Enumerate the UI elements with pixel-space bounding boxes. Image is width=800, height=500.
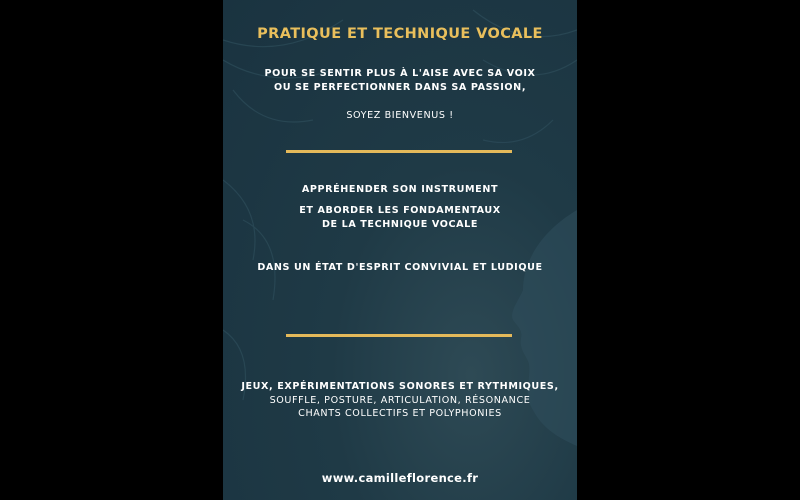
welcome-text: SOYEZ BIENVENUS ! xyxy=(346,110,454,121)
spirit-text: DANS UN ÉTAT D'ESPRIT CONVIVIAL ET LUDIQUE xyxy=(257,262,543,273)
middle-line-1: APPRÉHENDER SON INSTRUMENT xyxy=(301,184,499,195)
activities-line-2: SOUFFLE, POSTURE, ARTICULATION, RÉSONANCE xyxy=(269,395,531,406)
gold-divider-bottom xyxy=(286,334,512,337)
middle-line-2: ET ABORDER LES FONDAMENTAUX xyxy=(299,205,501,216)
activities-line-3: CHANTS COLLECTIFS ET POLYPHONIES xyxy=(298,408,502,419)
website-link[interactable]: www.camilleflorence.fr xyxy=(321,471,479,485)
intro-line-2: OU SE PERFECTIONNER DANS SA PASSION, xyxy=(273,82,527,93)
gold-divider-top xyxy=(286,150,512,153)
poster-title: PRATIQUE ET TECHNIQUE VOCALE xyxy=(257,26,543,42)
intro-line-1: POUR SE SENTIR PLUS À L'AISE AVEC SA VOIX xyxy=(264,68,536,79)
middle-line-3: DE LA TECHNIQUE VOCALE xyxy=(321,219,479,230)
activities-line-1: JEUX, EXPÉRIMENTATIONS SONORES ET RYTHMIQUES, xyxy=(241,381,559,392)
poster xyxy=(223,0,577,500)
